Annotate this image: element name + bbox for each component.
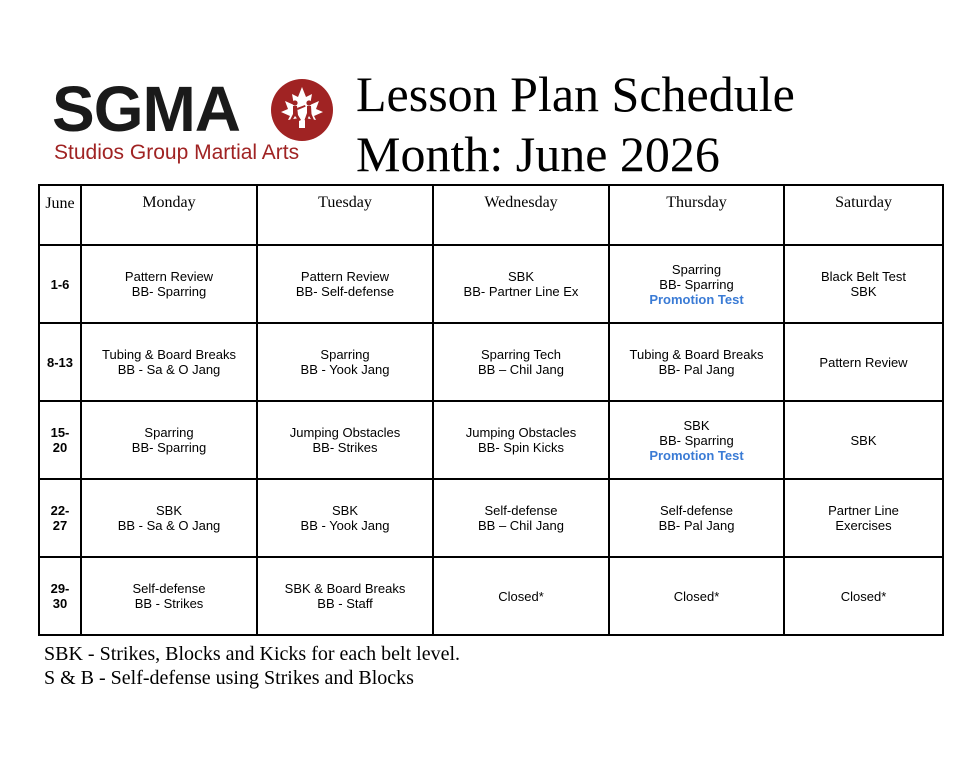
activity-line: BB- Sparring	[659, 432, 734, 448]
activity-line: Closed*	[498, 588, 544, 604]
activity-line: Sparring	[144, 425, 194, 440]
activity-line: BB - Yook Jang	[300, 518, 390, 533]
lesson-cell-wednesday	[433, 323, 609, 401]
activity-line: BB- Sparring	[131, 440, 207, 455]
activity-line: BB - Sa & O Jang	[117, 362, 221, 377]
activity-line: Sparring	[671, 261, 722, 277]
lesson-cell-tuesday	[257, 245, 433, 323]
activity-line: BB - Sa & O Jang	[117, 518, 221, 533]
lesson-cell-thursday	[609, 401, 784, 479]
activity-line: Tubing & Board Breaks	[102, 347, 236, 362]
activity-line: SBK	[331, 503, 358, 518]
corner-header: June	[39, 185, 81, 245]
week-range-cell: 8-13	[39, 323, 81, 401]
note-sb: S & B - Self-defense using Strikes and Blocks	[44, 667, 414, 689]
activity-line: Exercises	[835, 518, 892, 533]
activity-line: Jumping Obstacles	[289, 425, 401, 440]
promotion-test-label: Promotion Test	[649, 291, 744, 307]
lesson-cell-tuesday	[257, 557, 433, 635]
activity-line: Pattern Review	[819, 354, 908, 370]
activity-line: BB - Staff	[317, 596, 373, 611]
week-range-cell: 22-27	[39, 479, 81, 557]
lesson-cell-monday	[81, 401, 257, 479]
lesson-cell-thursday	[609, 557, 784, 635]
lesson-cell-wednesday	[433, 401, 609, 479]
day-header-tuesday: Tuesday	[257, 185, 433, 245]
lesson-cell-thursday	[609, 479, 784, 557]
activity-line: Pattern Review	[124, 269, 214, 284]
lesson-cell-saturday	[784, 479, 943, 557]
lesson-cell-wednesday	[433, 245, 609, 323]
table-row	[39, 323, 943, 401]
activity-line: Sparring Tech	[481, 347, 561, 362]
activity-line: SBK	[507, 269, 534, 284]
lesson-cell-tuesday	[257, 479, 433, 557]
lesson-cell-thursday	[609, 245, 784, 323]
activity-line: Tubing & Board Breaks	[629, 347, 764, 362]
activity-line: BB- Spin Kicks	[478, 440, 564, 455]
activity-line: Sparring	[320, 347, 370, 362]
lesson-cell-saturday	[784, 245, 943, 323]
activity-line: BB - Yook Jang	[300, 362, 390, 377]
activity-line: Black Belt Test	[820, 269, 907, 284]
activity-line: BB- Partner Line Ex	[463, 284, 579, 299]
schedule-table	[38, 184, 944, 636]
header-row	[39, 185, 943, 245]
activity-line: Self-defense	[132, 581, 206, 596]
activity-line: Closed*	[673, 588, 720, 604]
lesson-cell-monday	[81, 245, 257, 323]
month-label: Month: June 2026	[356, 126, 720, 182]
day-header-thursday: Thursday	[609, 185, 784, 245]
week-range-cell: 1-6	[39, 245, 81, 323]
activity-line: Self-defense	[484, 503, 558, 518]
schedule-body	[39, 245, 943, 635]
activity-line: Closed*	[840, 588, 887, 604]
lesson-cell-monday	[81, 323, 257, 401]
activity-line: Pattern Review	[300, 269, 390, 284]
activity-line: BB- Pal Jang	[658, 518, 735, 533]
table-row	[39, 479, 943, 557]
table-row	[39, 401, 943, 479]
lesson-cell-tuesday	[257, 401, 433, 479]
logo-subtitle: Studios Group Martial Arts	[54, 141, 300, 164]
week-range-cell: 15-20	[39, 401, 81, 479]
lesson-cell-monday	[81, 479, 257, 557]
activity-line: BB- Self-defense	[295, 284, 395, 299]
notes	[44, 642, 460, 690]
maple-leaf-martial-artists-icon	[270, 78, 334, 142]
note-sbk: SBK - Strikes, Blocks and Kicks for each belt level.	[44, 643, 461, 665]
lesson-cell-wednesday	[433, 557, 609, 635]
activity-line: BB- Pal Jang	[658, 362, 735, 377]
day-header-saturday: Saturday	[784, 185, 943, 245]
activity-line: BB- Sparring	[131, 284, 207, 299]
week-range-cell: 29-30	[39, 557, 81, 635]
activity-line: BB - Strikes	[134, 596, 204, 611]
sgma-logo	[52, 74, 342, 174]
activity-line: SBK	[683, 417, 710, 433]
lesson-cell-tuesday	[257, 323, 433, 401]
lesson-cell-saturday	[784, 323, 943, 401]
activity-line: Self-defense	[660, 503, 733, 518]
promotion-test-label: Promotion Test	[649, 447, 744, 463]
lesson-cell-saturday	[784, 401, 943, 479]
day-header-wednesday: Wednesday	[433, 185, 609, 245]
activity-line: BB- Sparring	[659, 276, 734, 292]
lesson-cell-monday	[81, 557, 257, 635]
activity-line: BB – Chil Jang	[478, 518, 564, 533]
activity-line: Jumping Obstacles	[465, 425, 577, 440]
activity-line: Partner Line	[828, 503, 899, 518]
table-row	[39, 557, 943, 635]
activity-line: SBK & Board Breaks	[284, 581, 406, 596]
lesson-cell-thursday	[609, 323, 784, 401]
activity-line: SBK	[155, 503, 182, 518]
page-title: Lesson Plan Schedule	[356, 66, 795, 122]
day-header-monday: Monday	[81, 185, 257, 245]
logo-wordmark: SGMA	[52, 73, 240, 145]
lesson-cell-wednesday	[433, 479, 609, 557]
activity-line: SBK	[850, 432, 877, 448]
lesson-cell-saturday	[784, 557, 943, 635]
title-block	[356, 64, 795, 184]
table-row	[39, 245, 943, 323]
activity-line: BB- Strikes	[312, 440, 378, 455]
activity-line: SBK	[850, 284, 877, 299]
activity-line: BB – Chil Jang	[478, 362, 564, 377]
